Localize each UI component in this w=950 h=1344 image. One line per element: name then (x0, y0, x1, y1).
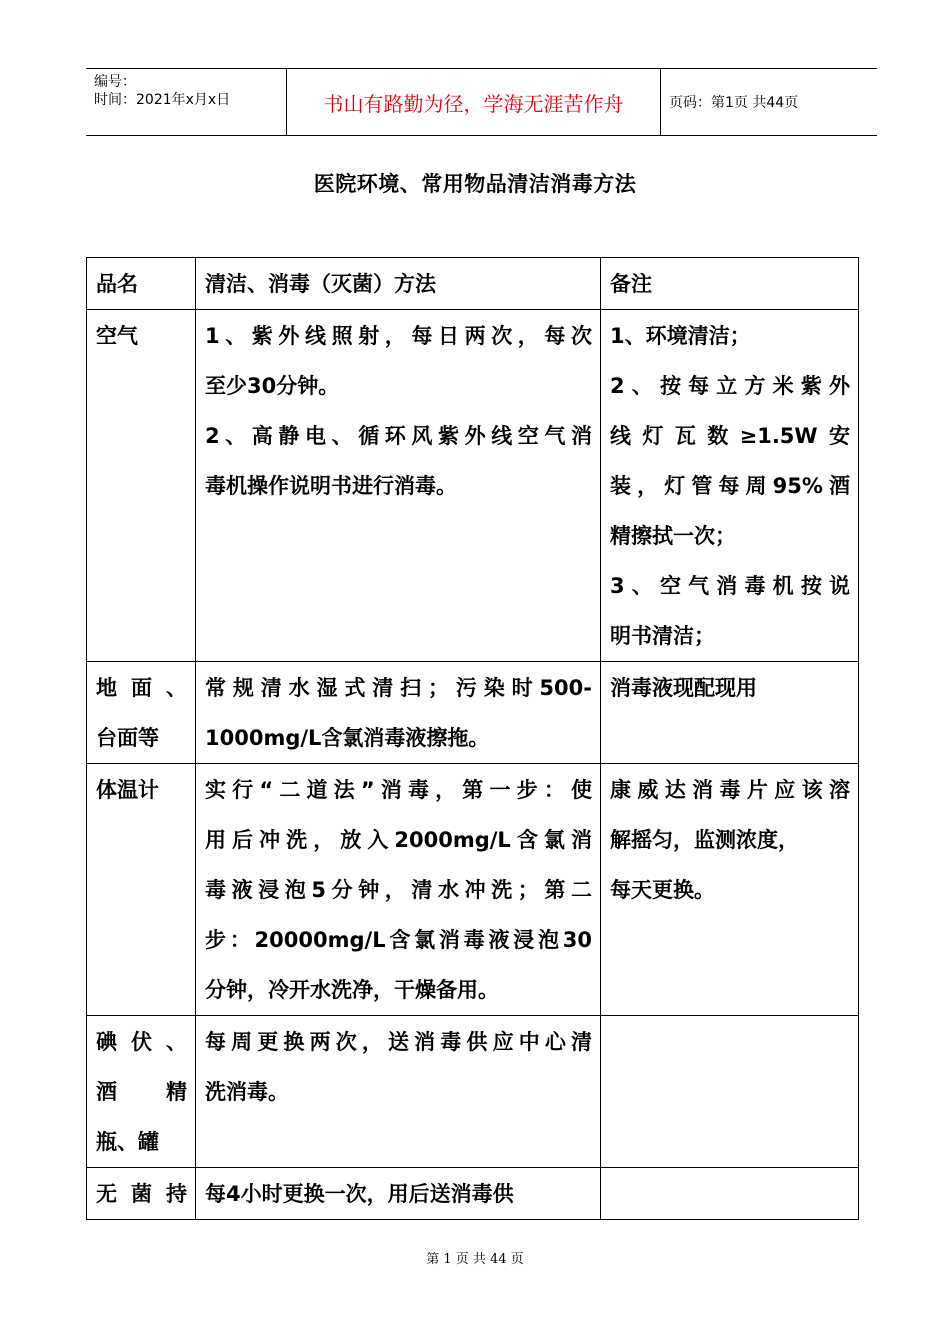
note-cell: 康威达消毒片应该溶 解摇匀，监测浓度， 每天更换。 (601, 764, 859, 1016)
table-row (87, 1016, 859, 1168)
header-motto: 书山有路勤为径，学海无涯苦作舟 (287, 69, 661, 135)
page-footer: 第 1 页 共 44 页 (426, 1252, 524, 1267)
note-cell: 1、环境清洁； 2、按每立方米紫外 线灯瓦数≥1.5W安 装，灯管每周95%酒 精擦拭一次； 3、空气消毒机按说 明书清洁； (601, 310, 859, 662)
note-cell: 消毒液现配现用 (601, 662, 859, 764)
serial-number-label: 编号： (94, 74, 136, 90)
header-cell-name: 品名 (87, 258, 196, 310)
disinfection-table (86, 257, 859, 1220)
item-name-cell: 体温计 (87, 764, 196, 1016)
table-header-row (87, 258, 859, 310)
method-cell: 每周更换两次，送消毒供应中心清 洗消毒。 (196, 1016, 601, 1168)
note-cell (601, 1016, 859, 1168)
method-cell: 常规清水湿式清扫；污染时500- 1000mg/L含氯消毒液擦拖。 (196, 662, 601, 764)
method-cell: 实行“二道法”消毒，第一步：使 用后冲洗，放入2000mg/L含氯消 毒液浸泡5分钟，清水冲洗；第二 步：20000mg/L含氯消毒液浸泡30 分钟，冷开水洗净，干燥备用。 (196, 764, 601, 1016)
table-row (87, 662, 859, 764)
date-label: 时间：2021年x月x日 (94, 92, 231, 108)
method-cell: 每4小时更换一次，用后送消毒供 (196, 1168, 601, 1220)
item-name-cell: 碘伏、 酒精 瓶、罐 (87, 1016, 196, 1168)
table-row (87, 764, 859, 1016)
method-cell: 1、紫外线照射，每日两次，每次 至少30分钟。 2、高静电、循环风紫外线空气消 毒机操作说明书进行消毒。 (196, 310, 601, 662)
item-name-cell: 地面、 台面等 (87, 662, 196, 764)
table-row (87, 310, 859, 662)
note-cell (601, 1168, 859, 1220)
header-cell-note: 备注 (601, 258, 859, 310)
header-cell-method: 清洁、消毒（灭菌）方法 (196, 258, 601, 310)
item-name-cell: 无菌持 (87, 1168, 196, 1220)
document-title: 医院环境、常用物品清洁消毒方法 (313, 172, 637, 196)
header-page-info: 页码：第1页 共44页 (669, 95, 799, 111)
item-name-cell: 空气 (87, 310, 196, 662)
page-header (86, 68, 877, 136)
header-meta (86, 69, 287, 135)
table-row (87, 1168, 859, 1220)
